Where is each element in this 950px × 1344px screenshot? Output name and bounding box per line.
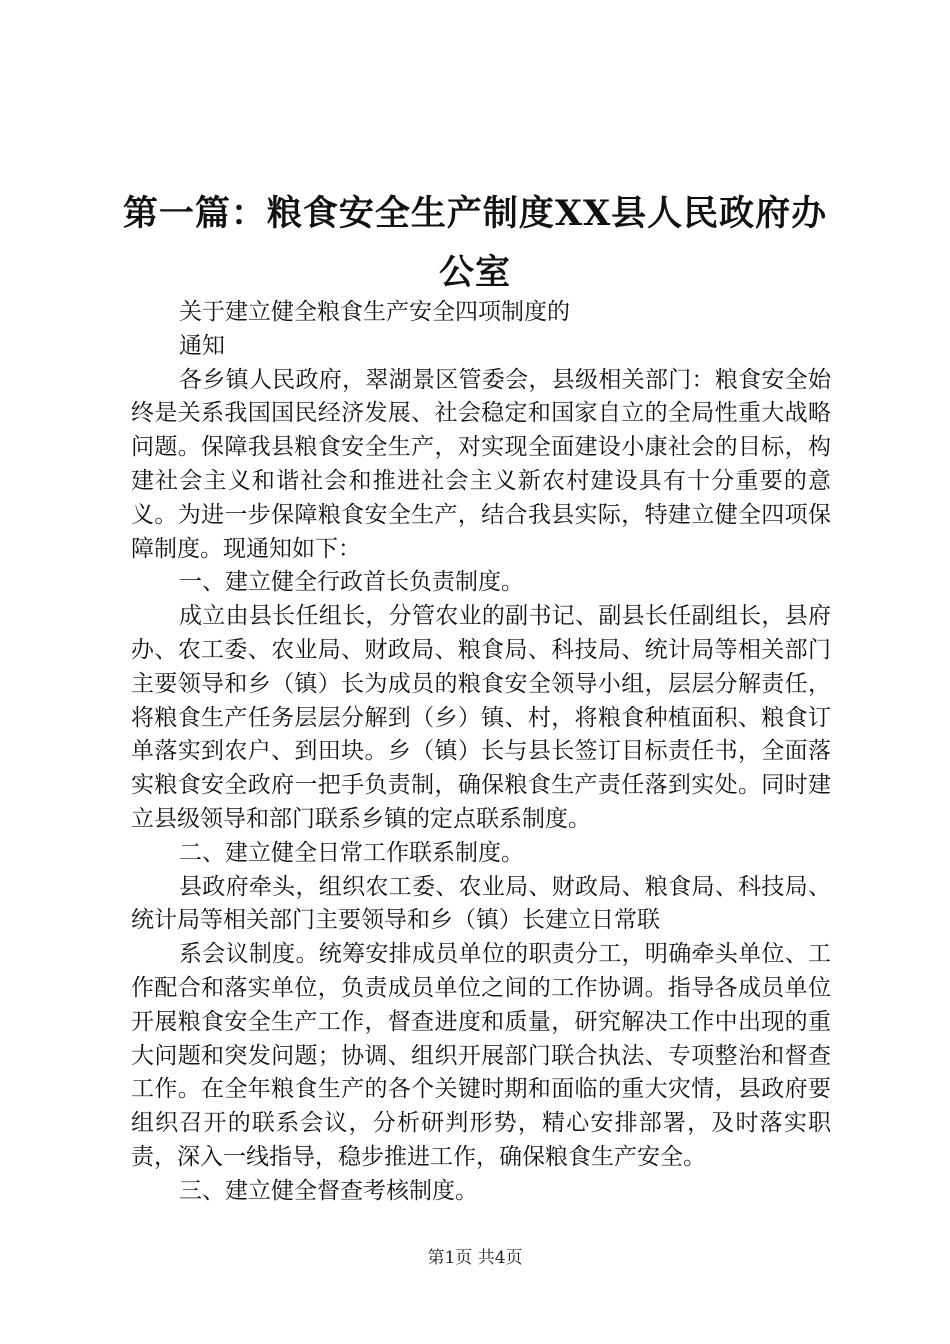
document-body — [131, 296, 831, 1209]
paragraph-section-2b: 系会议制度。统筹安排成员单位的职责分工，明确牵头单位、工作配合和落实单位，负责成员单位之间的工作协调。指导各成员单位开展粮食安全生产工作，督查进度和质量，研究解决工作中出现的重大问题和突发问题；协调、组织开展部门联合执法、专项整治和督查工作。在全年粮食生产的各个关键时期和面临的重大灾情，县政府要组织召开的联系会议，分析研判形势，精心安排部署，及时落实职责，深入一线指导，稳步推进工作，确保粮食生产安全。 — [131, 941, 831, 1170]
notice-heading-line-1: 关于建立健全粮食生产安全四项制度的 — [179, 299, 570, 325]
page-number-footer: 第1页 共4页 — [427, 1248, 523, 1268]
paragraph-section-1: 成立由县长任组长，分管农业的副书记、副县长任副组长，县府办、农工委、农业局、财政局、粮食局、科技局、统计局等相关部门主要领导和乡（镇）长为成员的粮食安全领导小组，层层分解责任，将粮食生产任务层层分解到（乡）镇、村，将粮食种植面积、粮食订单落实到农户、到田块。乡（镇）长与县长签订目标责任书，全面落实粮食安全政府一把手负责制，确保粮食生产责任落到实处。同时建立县级领导和部门联系乡镇的定点联系制度。 — [131, 603, 831, 832]
paragraph-section-2a: 县政府牵头，组织农工委、农业局、财政局、粮食局、科技局、统计局等相关部门主要领导和乡（镇）长建立日常联 — [131, 873, 831, 934]
section-heading-2: 二、建立健全日常工作联系制度。 — [179, 839, 524, 866]
section-heading-3: 三、建立健全督查考核制度。 — [179, 1177, 478, 1204]
document-title-line-1: 第一篇：粮食安全生产制度XX县人民政府办 — [122, 193, 828, 234]
section-heading-1: 一、建立健全行政首长负责制度。 — [179, 569, 524, 596]
paragraph-intro: 各乡镇人民政府，翠湖景区管委会，县级相关部门：粮食安全始终是关系我国国民经济发展、社会稳定和国家自立的全局性重大战略问题。保障我县粮食安全生产，对实现全面建设小康社会的目标，构建社会主义和谐社会和推进社会主义新农村建设具有十分重要的意义。为进一步保障粮食安全生产，结合我县实际，特建立健全四项保障制度。现通知如下： — [131, 366, 831, 562]
document-title-line-2: 公室 — [438, 252, 511, 293]
notice-heading-line-2: 通知 — [179, 332, 225, 359]
